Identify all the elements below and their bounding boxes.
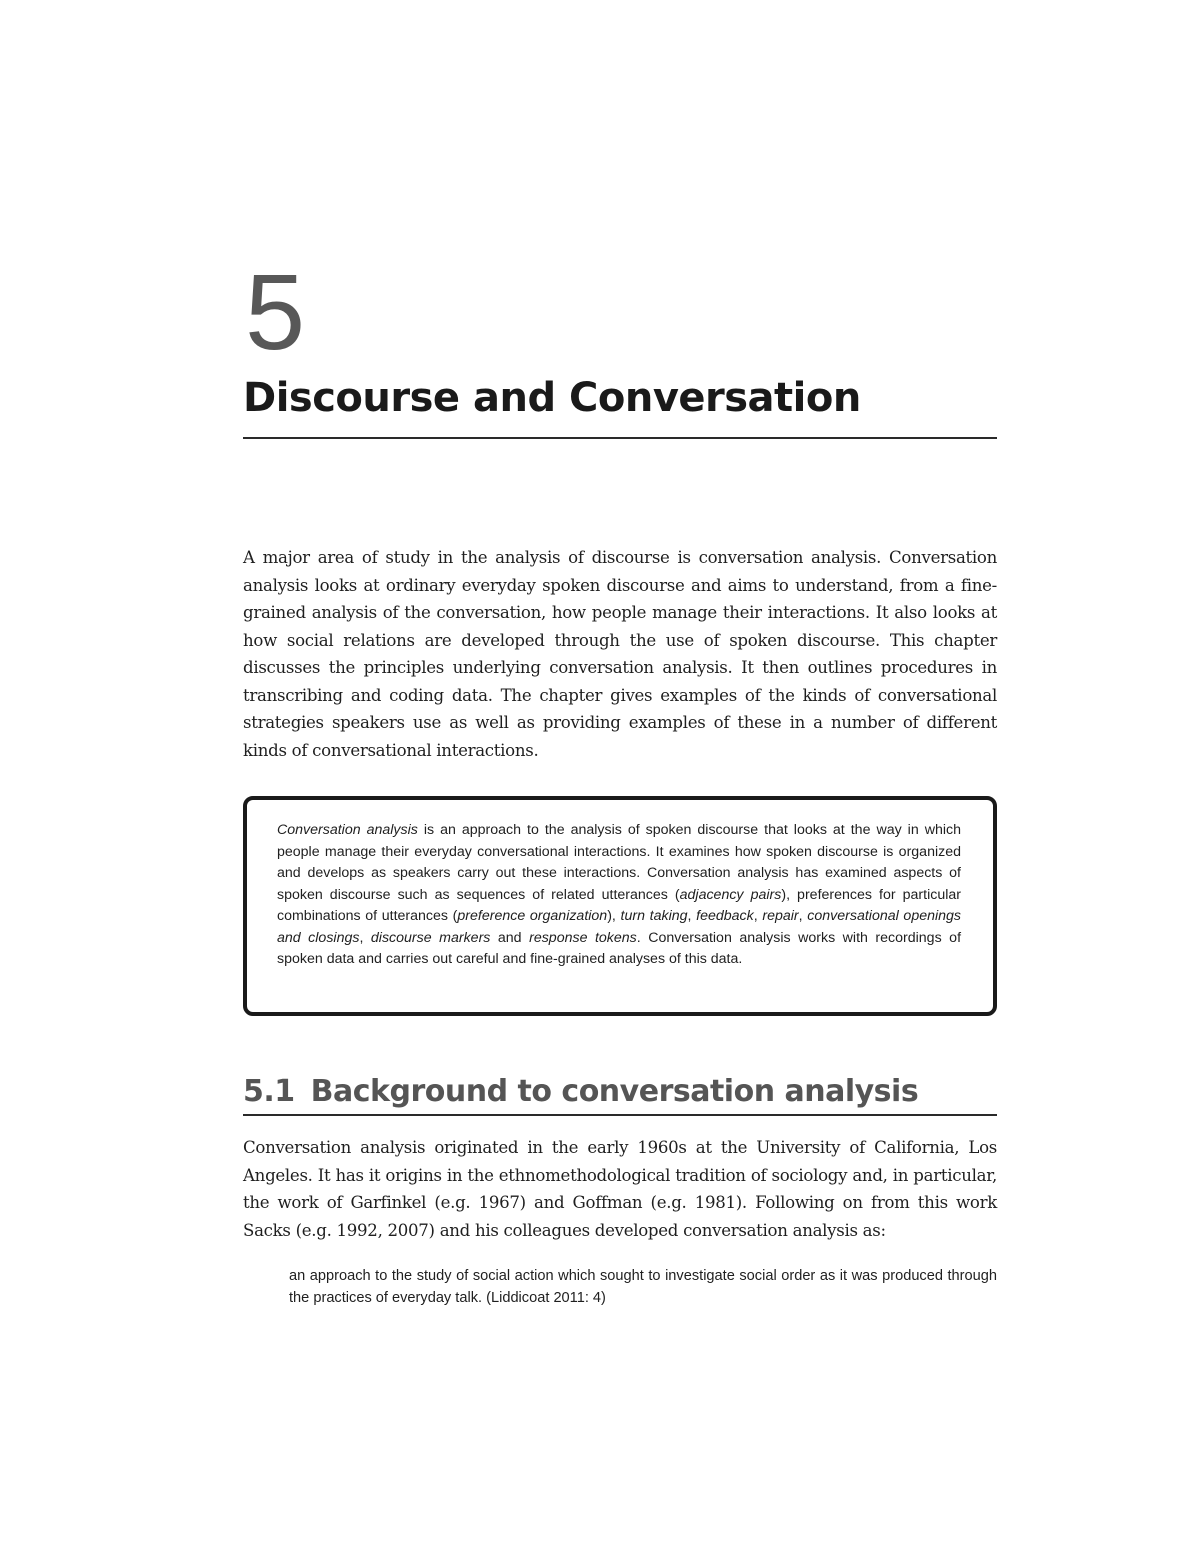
section-title: Background to conversation analysis bbox=[310, 1074, 919, 1109]
key-term: turn taking bbox=[620, 908, 688, 924]
key-term: feedback bbox=[696, 908, 754, 924]
chapter-number: 5 bbox=[245, 251, 304, 372]
chapter-title-rule bbox=[243, 437, 997, 439]
key-term: adjacency pairs bbox=[679, 886, 782, 903]
intro-paragraph: A major area of study in the analysis of discourse is conversation analysis. Conversation analysis looks at ordinary everyday spoken discourse and aims to understand, from a fine-grained analysis of the conversation, how people manage their interactions. It also looks at how social relations are developed through the use of spoken discourse. This chapter discusses the principles underlying conversation analysis. It then outlines procedures in transcribing and coding data. The chapter gives examples of the kinds of conversational strategies speakers use as well as providing examples of these in a number of different kinds of conversational interactions. bbox=[243, 548, 997, 760]
key-term: discourse markers bbox=[370, 929, 491, 946]
definition-term: Conversation analysis bbox=[277, 822, 418, 838]
key-term: preference organization bbox=[457, 908, 608, 924]
key-term: repair bbox=[762, 908, 799, 924]
definition-text: Conversation analysis is an approach to the analysis of spoken discourse that looks at the way in which people manage their everyday conversational interactions. It examines how spoken discourse is organized and develops as speakers carry out these interactions. Conversation analysis has examined aspects of spoken discourse such as sequences of related utterances (adjacency pairs), preferences for particular combinations of utterances (preference organization), turn taking, feedback, repair, conversational openings and closings, discourse markers and response tokens. Conversation analysis works with recordings of spoken data and carries out careful and fine-grained analyses of this data. bbox=[277, 822, 962, 967]
key-term: conversational openings and closings bbox=[277, 908, 962, 946]
section-number: 5.1 bbox=[243, 1074, 295, 1109]
section-heading-rule bbox=[243, 1114, 997, 1116]
section-paragraph: Conversation analysis originated in the early 1960s at the University of California, Los Angeles. It has it origins in the ethnomethodological tradition of sociology and, in particular, the work of Garfinkel (e.g. 1967) and Goffman (e.g. 1981). Following on from this work Sacks (e.g. 1992, 2007) and his colleagues developed conversation analysis as: bbox=[243, 1138, 997, 1240]
definition-box bbox=[243, 796, 997, 1016]
key-term: response tokens bbox=[529, 929, 637, 946]
chapter-title: Discourse and Conversation bbox=[243, 375, 861, 421]
block-quote: an approach to the study of social action which sought to investigate social order as it was produced through the practices of everyday talk. (Liddicoat 2011: 4) bbox=[289, 1268, 997, 1306]
section-heading bbox=[243, 1070, 918, 1114]
